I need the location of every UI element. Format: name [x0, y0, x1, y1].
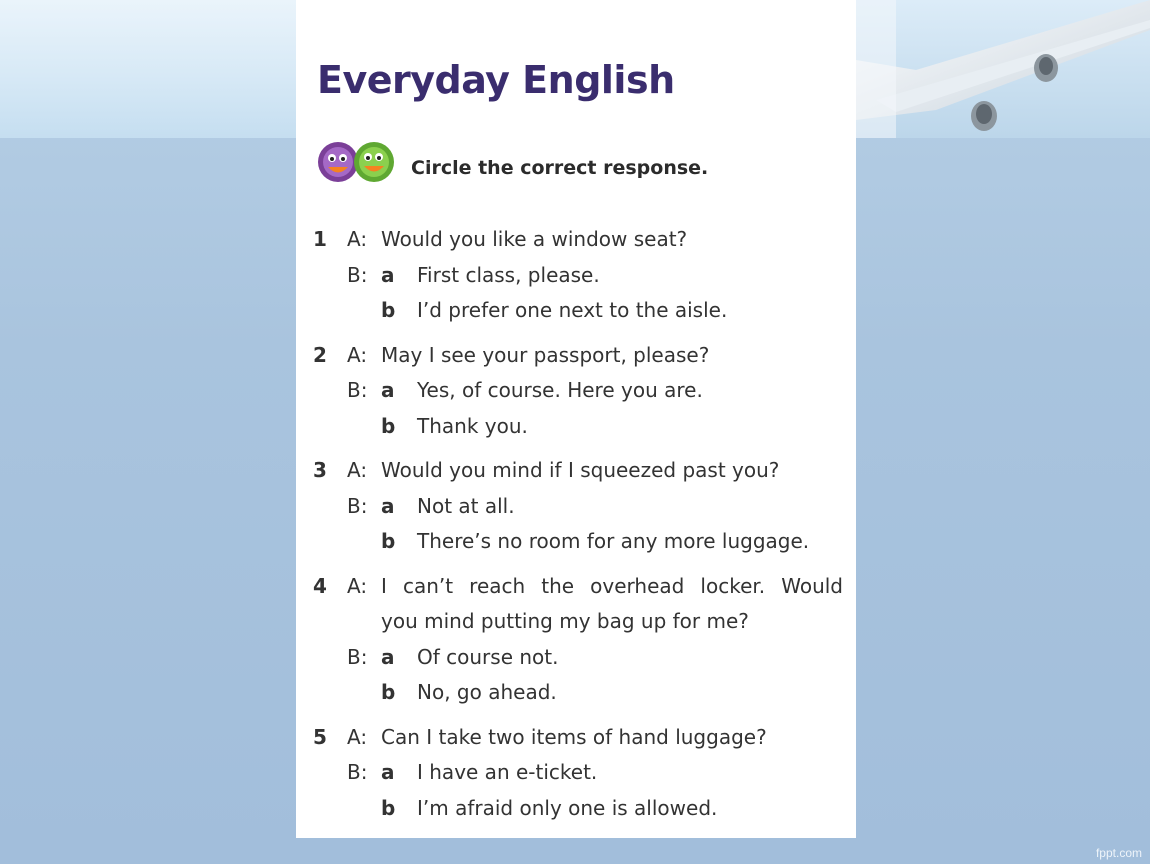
speaker-a-label: A: — [347, 724, 368, 749]
item-number: 2 — [313, 342, 327, 367]
watermark-text: fppt.com — [1095, 846, 1142, 860]
speaker-a-label: A: — [347, 342, 368, 367]
question-text: Can I take two items of hand luggage? — [381, 724, 767, 749]
question-text-continued: you mind putting my bag up for me? — [381, 609, 749, 633]
option-text[interactable]: I’m afraid only one is allowed. — [417, 795, 718, 820]
option-text[interactable]: I have an e-ticket. — [417, 760, 598, 784]
speaker-b-label: B: — [347, 493, 368, 518]
option-text[interactable]: I’d prefer one next to the aisle. — [417, 298, 728, 322]
pair-work-faces-icon — [316, 138, 400, 188]
speaker-b-label: B: — [347, 644, 368, 669]
option-letter[interactable]: a — [381, 378, 395, 402]
instruction-text: Circle the correct response. — [411, 157, 709, 179]
option-text[interactable]: Of course not. — [417, 644, 559, 669]
exercise-item-3 — [313, 458, 843, 565]
exercise-item-1 — [313, 227, 843, 334]
option-letter[interactable]: b — [381, 529, 396, 553]
item-number: 5 — [313, 724, 327, 749]
exercise-list — [313, 227, 843, 840]
exercise-item-4 — [313, 574, 843, 716]
option-letter[interactable]: a — [381, 760, 395, 784]
question-text: May I see your passport, please? — [381, 342, 710, 367]
speaker-b-label: B: — [347, 378, 368, 402]
question-text: I can’t reach the overhead locker. Would — [381, 573, 843, 598]
item-number: 1 — [313, 227, 327, 251]
page-title: Everyday English — [317, 58, 675, 102]
option-text[interactable]: No, go ahead. — [417, 680, 557, 704]
option-text[interactable]: Not at all. — [417, 493, 515, 518]
item-number: 3 — [313, 458, 327, 482]
question-text: Would you mind if I squeezed past you? — [381, 458, 780, 482]
option-text[interactable]: Yes, of course. Here you are. — [417, 378, 703, 402]
option-text[interactable]: There’s no room for any more luggage. — [417, 529, 810, 553]
exercise-item-2 — [313, 343, 843, 450]
option-letter[interactable]: b — [381, 680, 396, 704]
option-letter[interactable]: b — [381, 795, 396, 820]
option-letter[interactable]: a — [381, 644, 395, 669]
speaker-a-label: A: — [347, 573, 368, 598]
speaker-a-label: A: — [347, 227, 368, 251]
speaker-a-label: A: — [347, 458, 368, 482]
option-text[interactable]: First class, please. — [417, 262, 600, 287]
speaker-b-label: B: — [347, 760, 368, 784]
option-letter[interactable]: b — [381, 413, 396, 438]
question-text: Would you like a window seat? — [381, 227, 688, 251]
airplane-wing-image — [856, 0, 1150, 138]
worksheet-page — [296, 0, 856, 838]
speaker-b-label: B: — [347, 262, 368, 287]
item-number: 4 — [313, 573, 327, 598]
option-letter[interactable]: a — [381, 493, 395, 518]
option-text[interactable]: Thank you. — [417, 413, 528, 438]
exercise-item-5 — [313, 725, 843, 832]
option-letter[interactable]: b — [381, 298, 396, 322]
option-letter[interactable]: a — [381, 262, 395, 287]
